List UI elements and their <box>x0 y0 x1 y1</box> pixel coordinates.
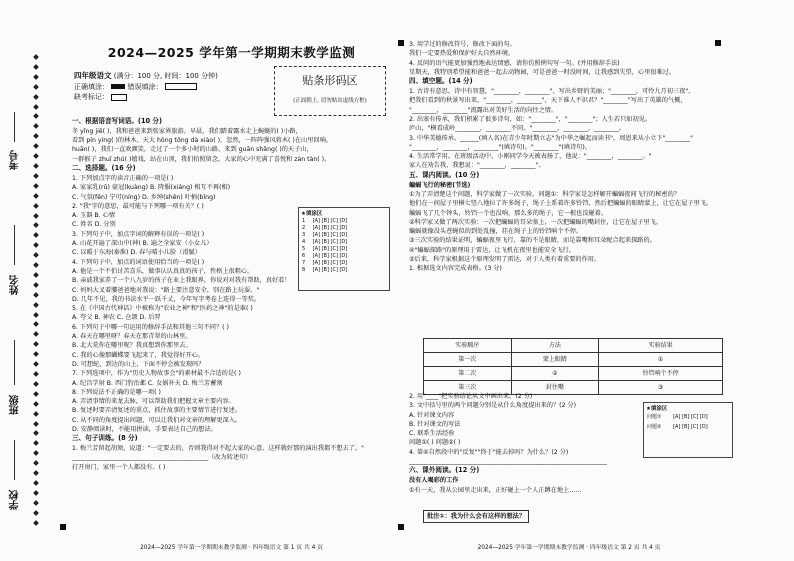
seal-diamond <box>33 124 39 130</box>
seal-diamond <box>33 84 39 90</box>
wrong-fill-sample <box>165 83 197 90</box>
school-line <box>14 440 15 480</box>
question-line: 我们一定要热爱和保护好大自然环境。 <box>409 50 515 58</box>
fill-choices[interactable]: [A] [B] [C] [D] <box>312 267 348 274</box>
question-line: 家人在劝告我，我想说："________，________"。 <box>409 162 545 170</box>
barcode-note: (正面朝上, 切勿贴出虚线方框) <box>293 97 367 104</box>
seal-diamond <box>33 282 39 288</box>
fill-choices[interactable]: [A] [B] [C] [D] <box>673 414 708 421</box>
question-line: 他们在一间屋子里横七竖八地拉了许多绳子，绳子上系着许多铃铛，然后把蝙蝠的眼睛蒙上，让它在屋子里飞。 <box>409 200 713 208</box>
seal-diamond <box>33 272 39 278</box>
fill-row[interactable] <box>301 260 387 267</box>
seal-diamond <box>33 441 39 447</box>
question-line: A. 夸父 B. 神农 C. 仓颉 D. 后羿 <box>72 314 161 322</box>
fill-row[interactable] <box>301 232 387 239</box>
question-line: 2. 用"____"把实验结论从文中画出来。(2 分) <box>409 393 533 400</box>
section-heading: 五、课内阅读。(10 分) <box>409 170 480 179</box>
annotation-row <box>409 510 529 523</box>
exam-number-label: 考号 <box>10 150 21 170</box>
seal-diamond <box>33 411 39 417</box>
question-line: 蝙蝠飞行的秘密(节选) <box>409 181 471 189</box>
fill-row[interactable] <box>301 218 387 225</box>
seal-diamond <box>33 54 39 60</box>
table-cell: 蒙上眼睛 <box>511 353 599 367</box>
fill-choices[interactable]: [A] [B] [C] [D] <box>312 218 348 225</box>
table-cell: 第二次 <box>424 367 512 381</box>
seal-diamond <box>33 114 39 120</box>
question-line: A. 纪昌学射 B. 西门豹治邺 C. 女娲补天 D. 梅兰芳蓄须 <box>72 379 223 387</box>
section-heading: 二、选择题。(16 分) <box>72 164 136 173</box>
section-heading: 六、课外阅读。(12 分) <box>409 466 480 475</box>
fill-table <box>301 218 387 274</box>
question-line: A. 他是一个不怕讨苦喜乐，做事认认真真的孩子，性格上很粗心。 <box>72 267 254 275</box>
corner-mark <box>398 524 404 530</box>
question-line: C. 妈妈大叉着腰爸爸地对我说："路上要注意安全，别在路上玩耍。" <box>72 286 260 294</box>
question-line: 星期天，我特别希望能和爸爸一起去动物园，可是爸爸一时没时间，让我感到失望，心里很难过。 <box>409 68 676 76</box>
seal-diamond <box>33 371 39 377</box>
question-line: A. 玉器 B. 心情 <box>72 212 115 220</box>
question-line: 问题①( ) 问题②( ) <box>409 439 461 447</box>
question-line: B. 针对课文的写法 <box>409 420 461 428</box>
fill-row[interactable] <box>301 239 387 246</box>
seal-diamond <box>33 193 39 199</box>
fill-question-number: 1 <box>302 218 306 225</box>
section-heading: 三、句子训练。(8 分) <box>72 434 138 443</box>
question-line: 3. 文中括号里的两个问题分别是从什么角度提出来的？(2 分) <box>409 402 577 410</box>
table-header-cell: 方法 <box>511 339 599 353</box>
table-row <box>424 367 723 381</box>
seal-diamond <box>33 74 39 80</box>
seal-diamond <box>33 332 39 338</box>
fill-question-number: 6 <box>302 253 306 260</box>
question-line: 庐山，"横看成岭________，________不同。"________，________，________。 <box>409 125 626 133</box>
seal-diamond <box>33 500 39 506</box>
question-line: 1. 古诗有意思。诗中有智慧，"________，________"，写出乡野的美丽；"________，可怜九月初三夜"， <box>409 88 695 96</box>
answer-fill-area <box>298 207 390 291</box>
question-line: B. 复述时要弄清复述的重点，抓住故事的主要情节进行复述。 <box>72 407 242 415</box>
seal-diamond <box>33 262 39 268</box>
fill-choices[interactable]: [A] [B] [C] [D] <box>312 232 348 239</box>
question-line: 没有人喝彩的工作 <box>409 477 459 485</box>
question-line: ________________________________________________________________ <box>409 458 607 466</box>
question-line: 3. 中华美德传承。______(填人名)在青少年时期立志"为中华之崛起而读书"，周恩来从小立下"________" <box>409 134 693 142</box>
question-line: 4. 生活常学用。在班级活动中，小刚同学今天被表扬了，他说："________，________。" <box>409 153 652 161</box>
seal-diamond <box>33 341 39 347</box>
absent-label: 缺考标记： <box>74 93 109 101</box>
corner-mark <box>398 40 404 46</box>
exam-number-line <box>14 112 15 142</box>
question-line: 冬 yīng jiē( )，我和爸爸来到张家界旅游。早晨，我们踏着露水走上蜿蜒的( )小路， <box>72 127 302 135</box>
seal-diamond <box>33 252 39 258</box>
question-line: C. 从不同的角度提出问题，可以让我们对文章的理解更深入。 <box>72 416 242 424</box>
seal-diamond <box>33 64 39 70</box>
question-line: A. 家家乳(rǔ) 豪冠(kuàng) B. 降服(xiáng) 相互不再(相) <box>72 184 231 192</box>
question-line: ⑤后来，科学家根据这个原理发明了雷达，对于人类有着重要的作用。 <box>409 256 601 264</box>
question-line: 1. 根据选文内容完成表格。(3 分) <box>409 265 502 273</box>
seal-diamond <box>33 292 39 298</box>
question-line: "________，________"流露出对美好生活的向往之情。 <box>409 106 558 114</box>
fill-question-number: 2 <box>302 225 306 232</box>
barcode-title: 贴条形码区 <box>302 74 358 87</box>
fill2-table <box>646 413 730 432</box>
fill-question-number: 问题① <box>647 414 662 421</box>
question-line: 6. 下列句子中哪一句运用的修辞手法和其他三句不同？( ) <box>72 323 229 331</box>
page-one <box>68 0 395 561</box>
fill-question-number: 3 <box>302 232 306 239</box>
seal-diamond <box>33 302 39 308</box>
exam-meta <box>74 70 218 103</box>
seal-diamond <box>33 183 39 189</box>
fill-choices[interactable]: [A] [B] [C] [D] <box>312 253 348 260</box>
question-line: 8. 下列说法不正确的是哪一项( ) <box>72 388 161 396</box>
seal-diamond <box>33 510 39 516</box>
name-label: 姓名 <box>10 275 21 295</box>
seal-diamond <box>33 470 39 476</box>
section-heading: 一、根据语音写词语。(10 分) <box>72 117 163 125</box>
question-line: 2. 出塞有传承，我们积累了很多诗句，如："________"，"________"；人生若只如初见。 <box>409 115 652 123</box>
seal-diamond <box>33 460 39 466</box>
seal-diamond <box>33 94 39 100</box>
seal-diamond <box>33 520 39 526</box>
question-line: huān( )，我们一直欢颜笑，走过了一个多小时的山路，来到 guān shǎng( )的天子山， <box>72 146 313 154</box>
fill-row[interactable] <box>301 225 387 232</box>
question-line: B. 北大荒你在哪里呢？我真想到你那里去。 <box>72 342 192 350</box>
seal-diamond <box>33 431 39 437</box>
corner-mark <box>60 524 66 530</box>
seal-diamond <box>33 391 39 397</box>
table-cell: ③ <box>599 381 723 395</box>
seal-diamond <box>33 213 39 219</box>
school-label: 学校 <box>10 490 21 510</box>
fill-area-title: ★填涂区 <box>301 211 323 217</box>
question-line: B. 亲戚我家养了一个八九岁的孩子在业上我眼界，你说对对我有帮助，真好看！ <box>72 277 291 285</box>
table-cell: 第三次 <box>424 381 512 395</box>
question-line: ④"蝙蝠探路"的原理用于雷达，让飞机在夜里也能安全飞行。 <box>409 246 575 254</box>
fill-question-number: 7 <box>302 260 306 267</box>
score-time: (满分：100 分, 时间：100 分钟) <box>113 72 218 80</box>
page-two <box>405 0 733 561</box>
seal-diamond <box>33 361 39 367</box>
question-line: D. 几年不见，我的书法水平一跃千丈，今年写字考卷上连得一等奖。 <box>72 295 261 303</box>
seal-diamond <box>33 401 39 407</box>
seal-diamond <box>33 480 39 486</box>
question-line: ②科学家又做了两次实验：一次把蝙蝠的耳朵塞上，一次把蝙蝠的嘴封住，让它在屋子里飞。 <box>409 218 663 226</box>
question-line: A. 春天在哪里呀？春天在那青翠的山林里。 <box>72 333 192 341</box>
seal-diamond <box>33 450 39 456</box>
question-line: 一群猴子 zhuī zhú( )嬉戏，站在山顶，我们拍照留念，大家的心中充满了喜悦和 zàn tàn( )。 <box>72 155 331 163</box>
question-line: 蝙蝠飞了几个钟头，铃铛一个也没响，那么多的绳子，它一根也没碰着。 <box>409 209 607 217</box>
question-line: ____________________________________________（改为转述句） <box>72 454 252 462</box>
fill-choices[interactable]: [A] [B] [C] [D] <box>312 225 348 232</box>
absent-box[interactable] <box>111 94 127 101</box>
seal-diamond <box>33 232 39 238</box>
question-line: 打开房门，家里一个人都没有。( ) <box>72 463 166 471</box>
question-line: 5. 在《中国古代神话》中被称为"农业之神"和"医药之神"的是谁( ) <box>72 305 253 313</box>
question-line: C. 气氛(fēn) 宁可(níng) D. 乡绅(shēn) 叶柄(bǐng) <box>72 193 216 201</box>
seal-diamond <box>33 133 39 139</box>
experiment-table <box>423 338 723 395</box>
fill-area-2-title: ★填涂区 <box>646 406 668 412</box>
subject: 四年级语文 <box>74 71 112 80</box>
corner-mark <box>715 40 721 46</box>
exam-title: 2024—2025 学年第一学期期末教学监测 <box>107 45 356 60</box>
question-line: D. 可想蛇，到达的山上，下面不停会被发现吗？ <box>72 360 205 368</box>
seal-diamond <box>33 490 39 496</box>
fill-row[interactable] <box>646 423 730 433</box>
seal-diamond <box>33 351 39 357</box>
class-label: 班级 <box>10 395 21 415</box>
question-line: ①为了弄清楚这个问题，科学家做了一次实验。问题①：科学家是怎样解开蝙蝠夜间飞行的秘密的？ <box>409 190 680 198</box>
question-line: 1. 梅兰芳留起胡须，说道："一定要去的，否则我得对不起大家的心意，这样就好那的演出我都不想去了。" <box>72 445 364 453</box>
fill-row[interactable] <box>301 253 387 260</box>
page-two-questions <box>409 40 733 274</box>
question-line: C. 我的心像那蝴蝶要飞起来了，我觉得好开心。 <box>72 351 205 359</box>
fill-question-number: 5 <box>302 246 306 253</box>
fill-question-number: 问题② <box>647 423 662 430</box>
seal-diamond <box>33 223 39 229</box>
question-line: A. 弄清事情的来龙去脉，可以帮助我们把握文章主要内容。 <box>72 398 235 406</box>
seal-diamond <box>33 312 39 318</box>
question-line: 3. 用学过的修改符号，修改下面的句。 <box>409 41 516 48</box>
question-line: 把我们看到的秋景写出来，"________，________"，天下谁人不识君？"________"写出了英雄的气概， <box>409 97 687 105</box>
table-cell: ① <box>599 353 723 367</box>
page-one-questions <box>72 117 395 472</box>
fill-question-number: 4 <box>302 239 306 246</box>
seal-diamond <box>33 242 39 248</box>
seal-diamond <box>33 143 39 149</box>
fill-row[interactable] <box>301 246 387 253</box>
question-line: 3. 下列句子中，加点字词的解释有误的一项是( ) <box>72 230 205 238</box>
question-line: D. 安静阅读时，不能用拼读，手要表达自己的想法。 <box>72 425 217 433</box>
class-line <box>14 340 15 385</box>
table-header-cell: 实验结果 <box>599 339 723 353</box>
seal-diamond <box>33 163 39 169</box>
barcode-area <box>274 66 386 116</box>
question-line: 7. 下列选项中，作为"历史人物故事会"的素材最不合适的是( ) <box>72 370 241 378</box>
question-line: 1. 下列加点字的读音正确的一项是( ) <box>72 174 174 182</box>
fill-choices[interactable]: [A] [B] [C] [D] <box>312 260 348 267</box>
question-line: 看到 pín yíng( )的林木。天大 hōng tōng dà xiào( )，忽然，一阵阵强风将木( )在山里回响。 <box>72 137 332 145</box>
question-line: 4. 反问的语气能更加强烈地表达情感，请你仿照例句写一句。(并用修辞手法) <box>409 59 620 67</box>
table-cell: 铃铛响个不停 <box>599 367 723 381</box>
table-cell: 封住嘴 <box>511 381 599 395</box>
table-row <box>424 353 723 367</box>
annotation-note: 批注①：我为什么会有这样的想法？ <box>423 510 529 523</box>
question-line: C. 姓名 D. 分别 <box>72 221 116 229</box>
seal-diamond <box>33 322 39 328</box>
question-line: C. 以暖于东海(秦淮) D. 春与晴小儿脸（滑腻） <box>72 249 201 257</box>
seal-diamond <box>33 173 39 179</box>
answer-fill-area-2 <box>643 402 733 458</box>
table-cell: 第一次 <box>424 353 512 367</box>
question-line: 4. 第④自然段中的"反复""终于"能去掉吗？为什么？(2 分) <box>409 448 569 456</box>
section-heading: 四、填空题。(14 分) <box>409 77 473 86</box>
correct-fill-sample <box>111 84 125 89</box>
question-line: A. 针对课文内容 <box>409 411 455 419</box>
fill-choices[interactable]: [A] [B] [C] [D] <box>312 239 348 246</box>
fill-row[interactable] <box>301 267 387 274</box>
seal-diamond <box>33 104 39 110</box>
fill-question-number: 8 <box>302 267 306 274</box>
question-line: ③三次实验的结果证明，蝙蝠夜里飞行，靠的不是眼睛，而是靠嘴和耳朵配合起来探路的。 <box>409 237 656 245</box>
fill-row[interactable] <box>646 413 730 423</box>
seal-diamond <box>33 421 39 427</box>
question-line: ①有一天，我从公园里走出来，正好碰上一个人正蹲在地上…… <box>409 486 582 494</box>
question-line: C. 联系生活经验 <box>409 430 455 438</box>
seal-diamond <box>33 203 39 209</box>
question-line: "________，________，________"(填诗句)。"________"(填诗句)。 <box>409 143 591 151</box>
wrong-fill-label: 错误填涂： <box>127 82 163 91</box>
question-line: 2. "我"字的意思，最可能与下列哪一项有关？( ) <box>72 202 204 210</box>
table-header-cell: 实验顺序 <box>424 339 512 353</box>
page-two-footer: 2024—2025 学年第一学期期末教学监测 · 四年级语文 第 2 页 共 4 页 <box>477 545 661 552</box>
name-line <box>14 225 15 265</box>
binding-margin <box>0 0 62 561</box>
seal-diamond <box>33 153 39 159</box>
seal-diamond <box>33 381 39 387</box>
page-one-footer: 2024—2025 学年第一学期期末教学监测 · 四年级语文 第 1 页 共 4 页 <box>140 545 323 552</box>
seal-line <box>32 55 40 525</box>
table-cell: ② <box>511 367 599 381</box>
question-line: A. 山花开遍了深山中(神) B. 遍之全家安（小女儿） <box>72 240 213 248</box>
correct-fill-label: 正确填涂： <box>74 82 109 91</box>
fill-choices[interactable]: [A] [B] [C] [D] <box>673 423 708 430</box>
question-line: 4. 下列句子中，加点的词语使用恰当的一项是( ) <box>72 258 205 266</box>
question-line: 蝙蝠就像没头苍蝇似的到处乱撞，挂在绳子上的铃铛响个不停。 <box>409 228 583 236</box>
fill-choices[interactable]: [A] [B] [C] [D] <box>312 246 348 253</box>
